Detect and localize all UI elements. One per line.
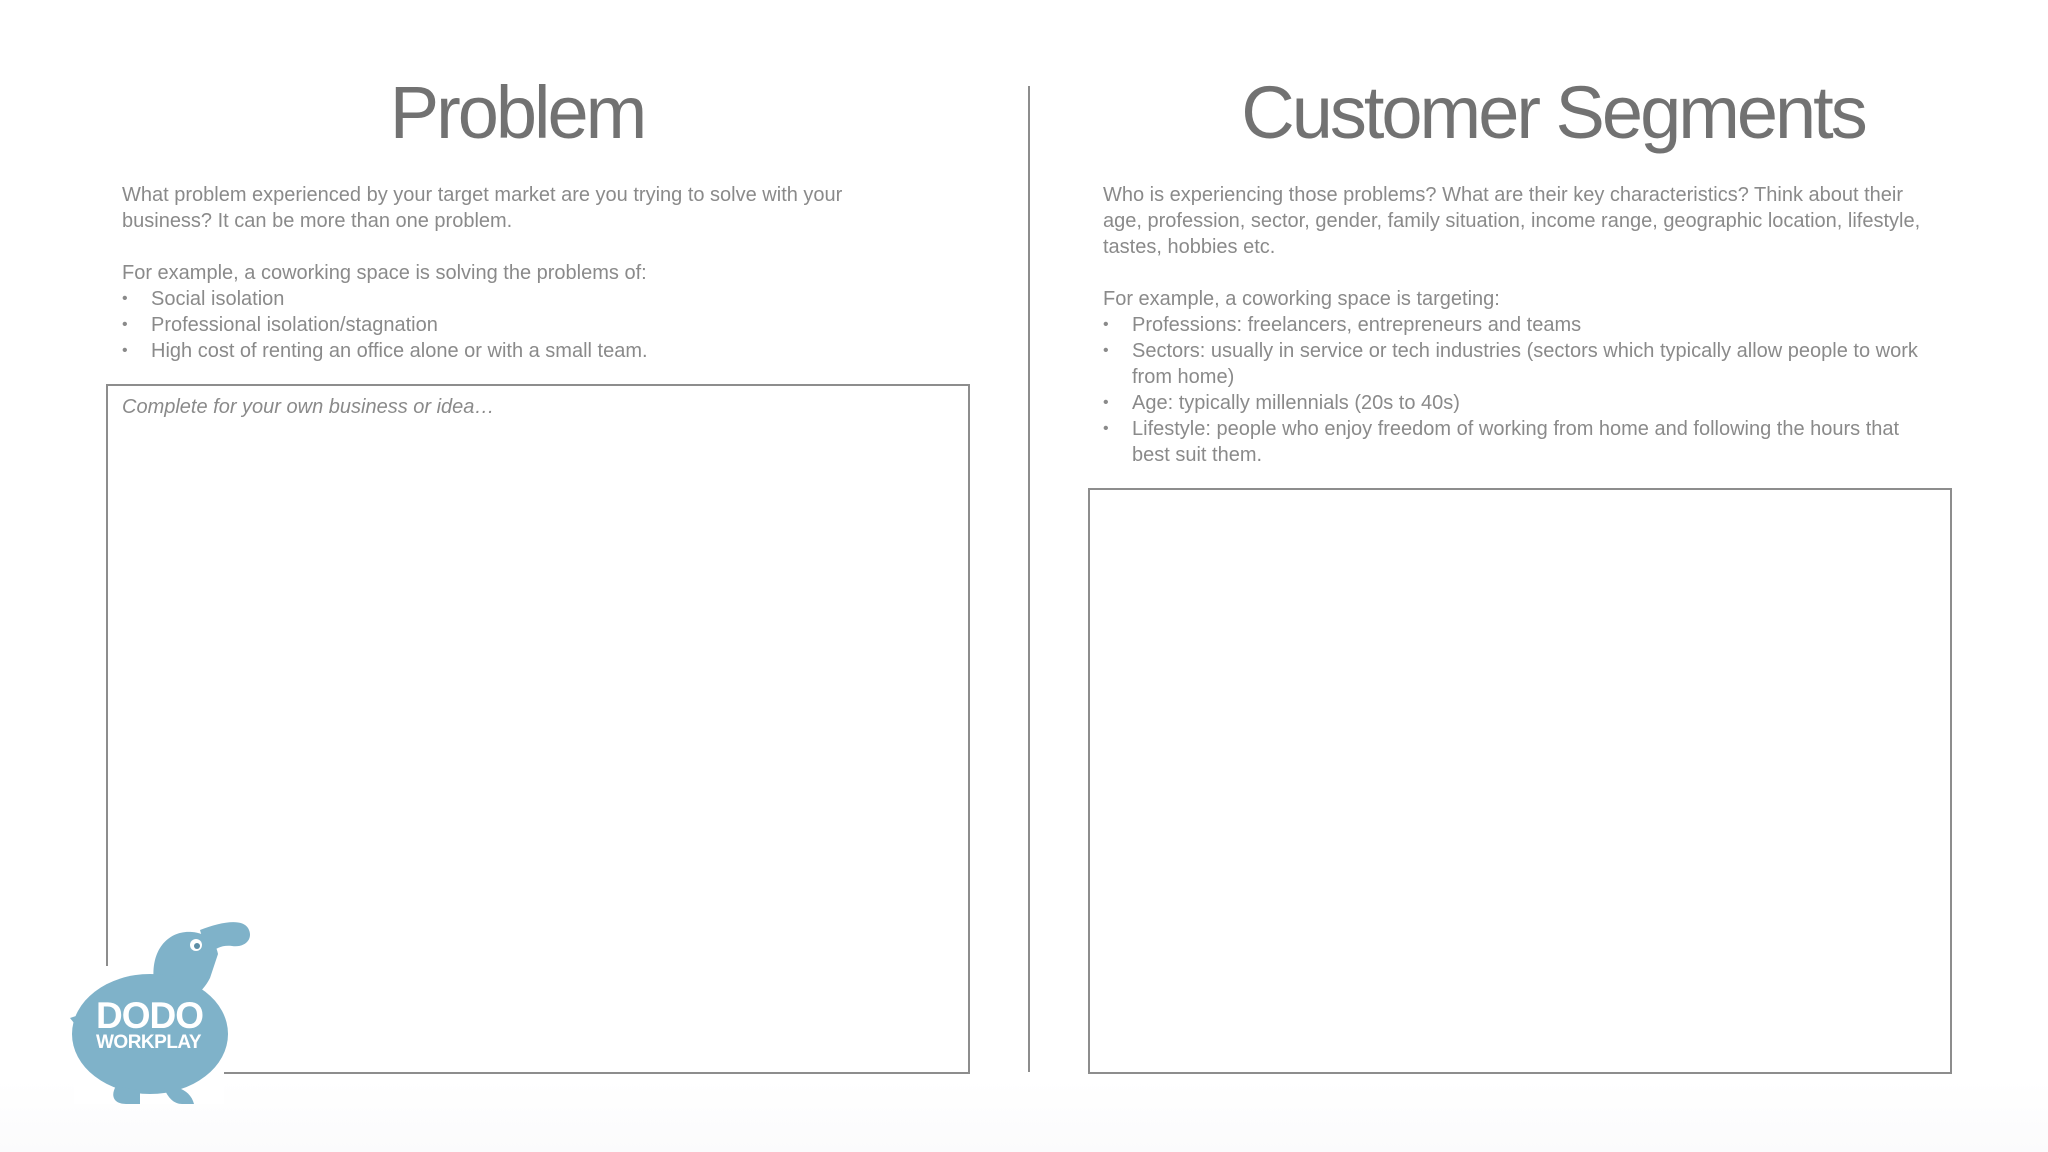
customer-segments-instructions xyxy=(1103,182,1938,468)
logo-wordmark-workplay: WORKPLAY xyxy=(96,1032,202,1053)
problem-answer-placeholder: Complete for your own business or idea… xyxy=(122,396,495,418)
customer-segments-example-list xyxy=(1103,312,1938,468)
list-item: • Sectors: usually in service or tech industries (sectors which typically allow people to work from home) xyxy=(1103,338,1938,390)
problem-instructions xyxy=(122,182,902,364)
customer-segments-title: Customer Segments xyxy=(1241,71,1865,154)
list-item: • Social isolation xyxy=(122,286,902,312)
list-item: • Professional isolation/stagnation xyxy=(122,312,902,338)
customer-segments-example-lead: For example, a coworking space is targeting: xyxy=(1103,288,1500,310)
customer-segments-answer-box[interactable] xyxy=(1088,488,1952,1074)
list-item: • Professions: freelancers, entrepreneurs and teams xyxy=(1103,312,1938,338)
problem-example-list xyxy=(122,286,902,364)
dodo-workplay-logo xyxy=(70,918,260,1104)
bottom-fade xyxy=(0,1080,2048,1152)
problem-title: Problem xyxy=(389,71,645,154)
logo-wordmark-dodo: DODO xyxy=(96,995,203,1036)
problem-intro: What problem experienced by your target market are you trying to solve with your business? It can be more than one problem. xyxy=(122,184,843,232)
list-item: • Age: typically millennials (20s to 40s) xyxy=(1103,390,1938,416)
list-item: • Lifestyle: people who enjoy freedom of working from home and following the hours that best suit them. xyxy=(1103,416,1938,468)
section-divider xyxy=(1028,86,1030,1072)
list-item: • High cost of renting an office alone or with a small team. xyxy=(122,338,902,364)
customer-segments-intro: Who is experiencing those problems? What are their key characteristics? Think about their age, profession, sector, gender, family situation, income range, geographic location, lifestyle, tastes, hobbies etc. xyxy=(1103,184,1921,258)
problem-example-lead: For example, a coworking space is solving the problems of: xyxy=(122,262,647,284)
